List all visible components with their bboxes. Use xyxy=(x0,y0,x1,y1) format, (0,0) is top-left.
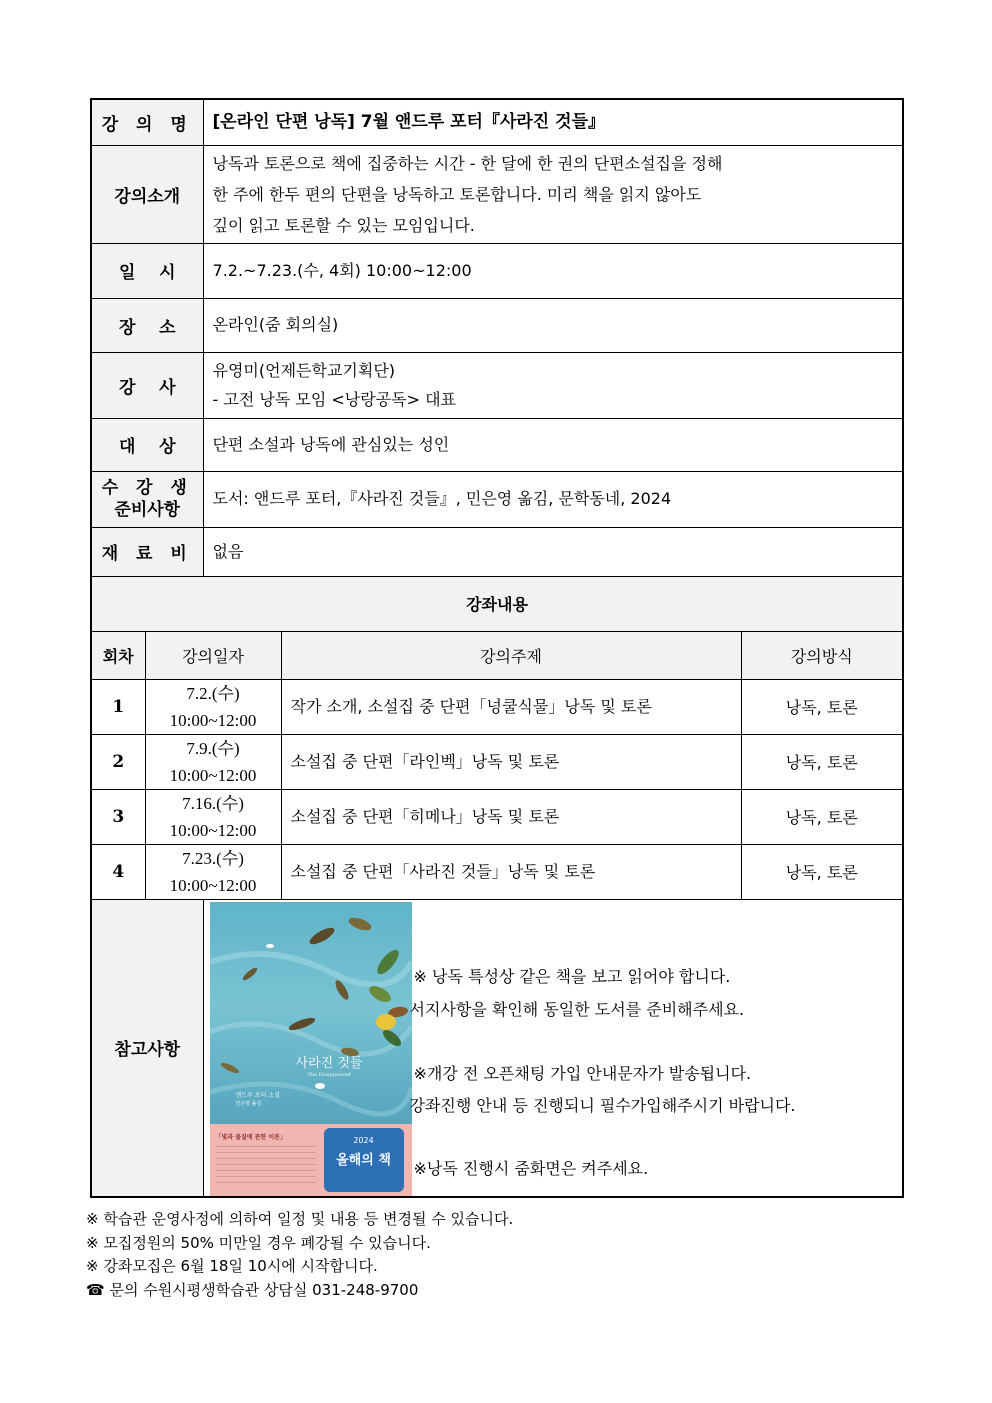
reference-content xyxy=(204,900,903,1196)
intro-line-1: 낭독과 토론으로 책에 집중하는 시간 - 한 달에 한 권의 단편소설집을 정해 xyxy=(212,153,723,173)
note-same-book: ※ 낭독 특성상 같은 책을 보고 읽어야 합니다. xyxy=(413,966,731,986)
note-contact: ☎ 문의 수원시평생학습관 상담실 031-248-9700 xyxy=(86,1280,419,1299)
place-label: 장 소 xyxy=(91,298,203,352)
prep-label-line-1: 수 강 생 xyxy=(101,478,193,498)
note-registration-start: ※ 강좌모집은 6월 18일 10시에 시작합니다. xyxy=(86,1257,378,1275)
reference-cell xyxy=(203,899,903,1197)
note-required-join: 강좌진행 안내 등 진행되니 필수가입해주시기 바랍니다. xyxy=(409,1095,796,1115)
session-topic: 작가 소개, 소설집 중 단편「넝쿨식물」낭독 및 토론 xyxy=(281,679,741,734)
session-method: 낭독, 토론 xyxy=(741,789,903,844)
cover-banner xyxy=(210,1124,412,1196)
table-row xyxy=(91,679,903,734)
row-date xyxy=(91,243,903,298)
header-date: 강의일자 xyxy=(145,631,281,679)
session-date xyxy=(145,734,281,789)
row-lecturer xyxy=(91,352,903,418)
cover-banner-quote: 「빛과 물질에 관한 이론」 xyxy=(215,1133,286,1141)
table-row xyxy=(91,734,903,789)
target-value: 단편 소설과 낭독에 관심있는 성인 xyxy=(203,418,903,471)
badge-year: 2024 xyxy=(353,1135,374,1145)
session-date xyxy=(145,789,281,844)
target-label: 대 상 xyxy=(91,418,203,471)
fee-value: 없음 xyxy=(203,527,903,576)
intro-value xyxy=(203,145,903,243)
lecturer-name: 유영미(언제든학교기획단) xyxy=(212,361,396,380)
header-method: 강의방식 xyxy=(741,631,903,679)
session-time: 10:00~12:00 xyxy=(169,875,257,895)
session-number: 1 xyxy=(91,679,145,734)
lecturer-role: - 고전 낭독 모임 <낭랑공독> 대표 xyxy=(212,390,457,409)
row-reference xyxy=(91,899,903,1197)
cover-subtitle: The Disappeared xyxy=(307,1071,351,1078)
row-section-title xyxy=(91,576,903,631)
session-time: 10:00~12:00 xyxy=(169,765,257,785)
session-day: 7.16.(수) xyxy=(182,793,244,813)
session-number: 2 xyxy=(91,734,145,789)
session-date xyxy=(145,844,281,899)
book-cover-image xyxy=(210,902,412,1196)
note-prepare-book: 서지사항을 확인해 동일한 도서를 준비해주세요. xyxy=(409,999,745,1019)
row-preparation xyxy=(91,471,903,527)
note-zoom-camera: ※낭독 진행시 줌화면은 켜주세요. xyxy=(413,1158,649,1178)
schedule-header-row xyxy=(91,631,903,679)
table-row xyxy=(91,844,903,899)
cover-title: 사라진 것들 xyxy=(295,1055,363,1071)
cover-author: 앤드루 포터 소설 xyxy=(235,1091,280,1099)
session-day: 7.23.(수) xyxy=(182,848,244,868)
session-time: 10:00~12:00 xyxy=(169,820,257,840)
note-schedule-change: ※ 학습관 운영사정에 의하여 일정 및 내용 등 변경될 수 있습니다. xyxy=(86,1210,514,1228)
cover-translator: 민은영 옮김 xyxy=(235,1100,262,1107)
title-value: [온라인 단편 낭독] 7월 앤드루 포터『사라진 것들』 xyxy=(203,99,903,145)
prep-label xyxy=(91,471,203,527)
fee-label: 재 료 비 xyxy=(91,527,203,576)
course-info-table xyxy=(90,98,904,1198)
intro-line-2: 한 주에 한두 편의 단편을 낭독하고 토론합니다. 미리 책을 읽지 않아도 xyxy=(212,184,702,204)
lecturer-value xyxy=(203,352,903,418)
note-cancellation: ※ 모집정원의 50% 미만일 경우 폐강될 수 있습니다. xyxy=(86,1233,431,1252)
row-place xyxy=(91,298,903,352)
table-row xyxy=(91,789,903,844)
place-value: 온라인(줌 회의실) xyxy=(203,298,903,352)
row-target xyxy=(91,418,903,471)
session-method: 낭독, 토론 xyxy=(741,679,903,734)
prep-label-line-2: 준비사항 xyxy=(114,500,181,520)
header-topic: 강의주제 xyxy=(281,631,741,679)
row-intro xyxy=(91,145,903,243)
row-title xyxy=(91,99,903,145)
intro-line-3: 깊이 읽고 토론할 수 있는 모임입니다. xyxy=(212,215,475,235)
session-time: 10:00~12:00 xyxy=(169,710,257,730)
session-topic: 소설집 중 단편「라인벡」낭독 및 토론 xyxy=(281,734,741,789)
session-number: 3 xyxy=(91,789,145,844)
session-day: 7.2.(수) xyxy=(186,683,240,703)
session-day: 7.9.(수) xyxy=(186,738,240,758)
session-date xyxy=(145,679,281,734)
date-label: 일 시 xyxy=(91,243,203,298)
session-method: 낭독, 토론 xyxy=(741,734,903,789)
reference-label: 참고사항 xyxy=(91,899,203,1197)
footer-notes xyxy=(86,1208,513,1302)
book-of-year-badge xyxy=(324,1128,404,1192)
session-method: 낭독, 토론 xyxy=(741,844,903,899)
intro-label: 강의소개 xyxy=(91,145,203,243)
cover-banner-text xyxy=(216,1146,316,1184)
row-fee xyxy=(91,527,903,576)
session-number: 4 xyxy=(91,844,145,899)
prep-value: 도서: 앤드루 포터,『사라진 것들』, 민은영 옮김, 문학동네, 2024 xyxy=(203,471,903,527)
session-topic: 소설집 중 단편「히메나」낭독 및 토론 xyxy=(281,789,741,844)
section-title: 강좌내용 xyxy=(91,576,903,631)
session-topic: 소설집 중 단편「사라진 것들」낭독 및 토론 xyxy=(281,844,741,899)
header-session: 회차 xyxy=(91,631,145,679)
course-document xyxy=(90,98,902,1198)
date-value: 7.2.~7.23.(수, 4회) 10:00~12:00 xyxy=(203,243,903,298)
badge-text: 올해의 책 xyxy=(336,1152,391,1168)
title-label: 강 의 명 xyxy=(91,99,203,145)
lecturer-label: 강 사 xyxy=(91,352,203,418)
note-open-chat: ※개강 전 오픈채팅 가입 안내문자가 발송됩니다. xyxy=(413,1063,752,1083)
